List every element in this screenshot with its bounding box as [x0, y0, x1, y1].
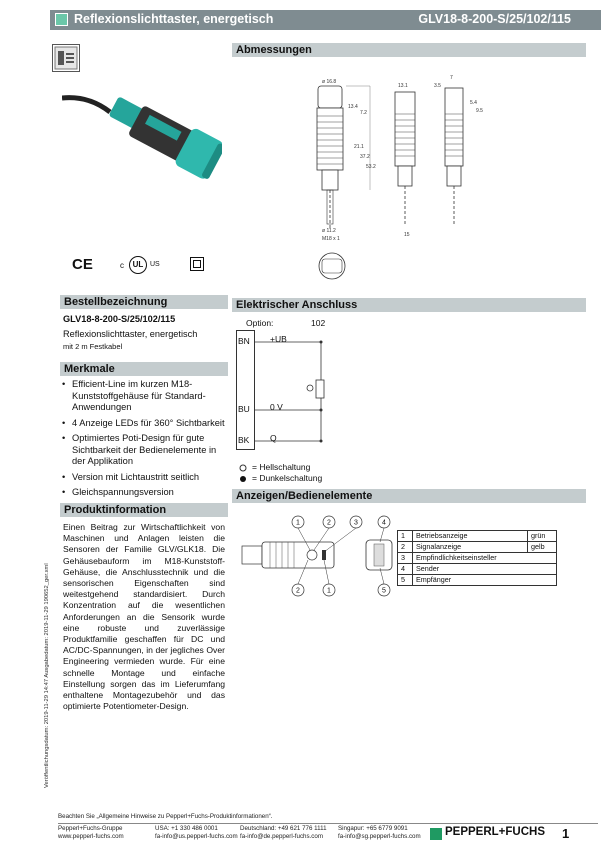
- feature-item: • Optimiertes Poti-Design für gute Sichtbarkeit der Bedienelemente in der Applikation: [60, 433, 228, 468]
- ce-mark: CE: [72, 256, 93, 273]
- dim-label: 7.2: [360, 110, 367, 116]
- dim-label: 5.4: [470, 100, 477, 106]
- product-type-icon: [52, 44, 80, 72]
- dim-label: ø 16.8: [322, 79, 337, 85]
- dim-label: 13.1: [398, 83, 408, 89]
- footer-divider: [58, 823, 598, 824]
- dark-on-label: = Dunkelschaltung: [252, 473, 323, 483]
- dim-label: M18 x 1: [322, 236, 340, 242]
- dim-label: 37.2: [360, 154, 370, 160]
- table-row: 2 Signalanzeige gelb: [398, 542, 557, 553]
- table-row: 1 Betriebsanzeige grün: [398, 531, 557, 542]
- supply-plus: +UB: [270, 334, 287, 344]
- table-row: 3 Empfindlichkeitseinsteller: [398, 553, 557, 564]
- document-title: Reflexionslichttaster, energetisch: [74, 12, 274, 26]
- sensor-photo: [62, 78, 222, 208]
- wire-bu: BU: [238, 404, 250, 414]
- dim-label: 53.2: [366, 164, 376, 170]
- header-bar: [50, 10, 601, 30]
- cul-us-mark: c UL US: [120, 256, 166, 274]
- svg-text:2: 2: [296, 587, 300, 595]
- wiring-diagram: [236, 330, 356, 455]
- order-cable: mit 2 m Festkabel: [63, 342, 123, 351]
- dimension-drawing: [300, 68, 500, 298]
- product-info-text: Einen Beitrag zur Wirtschaftlichkeit von Maschinen und Anlagen leisten die Sensoren der Familie GLV/GLK18. Die Gehäusebauform im M18-Kunststoff-Gehäuse, die Anschlusstechnik und die sensorischen Eigenschaften sind weitestgehend standardisiert. Durch Konzentration auf die wesentlichen Anforderungen an die Sensorik wurde eine robuste und zuverlässige Produktfamilie geschaffen für DC und AC/DC-Spannungen, in der jegliches Over Engineering vermieden wurde. Für eine schnelle Montage und einfache Einstellung sorgen das im Lieferumfang enthaltene Montagezubehör und das optimierte Potentiometer-Design.: [63, 522, 225, 712]
- brand-square-icon: [55, 13, 68, 26]
- option-label: Option:: [246, 318, 274, 328]
- feature-item: • Version mit Lichtaustritt seitlich: [60, 472, 228, 484]
- order-description: Reflexionslichttaster, energetisch: [63, 329, 198, 339]
- dim-label: ø 11.2: [322, 228, 336, 234]
- legend-symbols: [239, 464, 247, 484]
- footer-col4: Singapur: +65 6779 9091 fa-info@sg.pepperl-fuchs.com: [338, 825, 421, 840]
- footer-col1: Pepperl+Fuchs-Gruppe www.pepperl-fuchs.com: [58, 825, 124, 840]
- section-product-info: Produktinformation: [60, 503, 228, 517]
- svg-text:3: 3: [354, 519, 358, 527]
- feature-item: • Gleichspannungsversion: [60, 487, 228, 499]
- wire-bn: BN: [238, 336, 250, 346]
- feature-item: • Efficient-Line im kurzen M18-Kunststoffgehäuse für Standard-Anwendungen: [60, 379, 228, 414]
- section-indicators: Anzeigen/Bedienelemente: [232, 489, 586, 503]
- publication-info: Veröffentlichungsdatum: 2019-11-29 14:47 Ausgabedatum: 2019-11-29 190652_ger.xml: [44, 563, 50, 788]
- output-q: Q: [270, 433, 277, 443]
- section-order: Bestellbezeichnung: [60, 295, 228, 309]
- supply-zero: 0 V: [270, 402, 283, 412]
- svg-text:1: 1: [327, 587, 331, 595]
- footer-col2: USA: +1 330 486 0001 fa-info@us.pepperl-fuchs.com: [155, 825, 238, 840]
- footer-note: Beachten Sie „Allgemeine Hinweise zu Pepperl+Fuchs-Produktinformationen“.: [58, 813, 273, 820]
- protection-class-icon: [190, 257, 204, 271]
- indicator-drawing: [240, 512, 398, 602]
- model-code: GLV18-8-200-S/25/102/115: [418, 12, 571, 26]
- feature-item: • 4 Anzeige LEDs für 360° Sichtbarkeit: [60, 418, 228, 430]
- svg-text:5: 5: [382, 587, 386, 595]
- svg-text:4: 4: [382, 519, 386, 527]
- section-connection: Elektrischer Anschluss: [232, 298, 586, 312]
- option-value: 102: [311, 318, 326, 328]
- brand-name: PEPPERL+FUCHS: [445, 826, 546, 838]
- svg-text:1: 1: [296, 519, 300, 527]
- footer-col3: Deutschland: +49 621 776 1111 fa-info@de.pepperl-fuchs.com: [240, 825, 327, 840]
- brand-logo-icon: [430, 828, 442, 840]
- section-dimensions: Abmessungen: [232, 43, 586, 57]
- section-features: Merkmale: [60, 362, 228, 376]
- dim-label: 9.5: [476, 108, 483, 114]
- table-row: 5 Empfänger: [398, 575, 557, 586]
- dim-label: 13.4: [348, 104, 358, 110]
- page-number: 1: [562, 826, 570, 841]
- table-row: 4 Sender: [398, 564, 557, 575]
- wire-bk: BK: [238, 435, 250, 445]
- light-on-label: = Hellschaltung: [252, 462, 311, 472]
- order-code: GLV18-8-200-S/25/102/115: [63, 314, 176, 324]
- dim-label: 3.5: [434, 83, 441, 89]
- dim-label: 21.1: [354, 144, 364, 150]
- indicator-legend-table: [397, 530, 557, 586]
- dim-label: 15: [404, 232, 410, 238]
- svg-text:2: 2: [327, 519, 331, 527]
- dim-label: 7: [450, 75, 453, 81]
- features-list: [60, 379, 228, 503]
